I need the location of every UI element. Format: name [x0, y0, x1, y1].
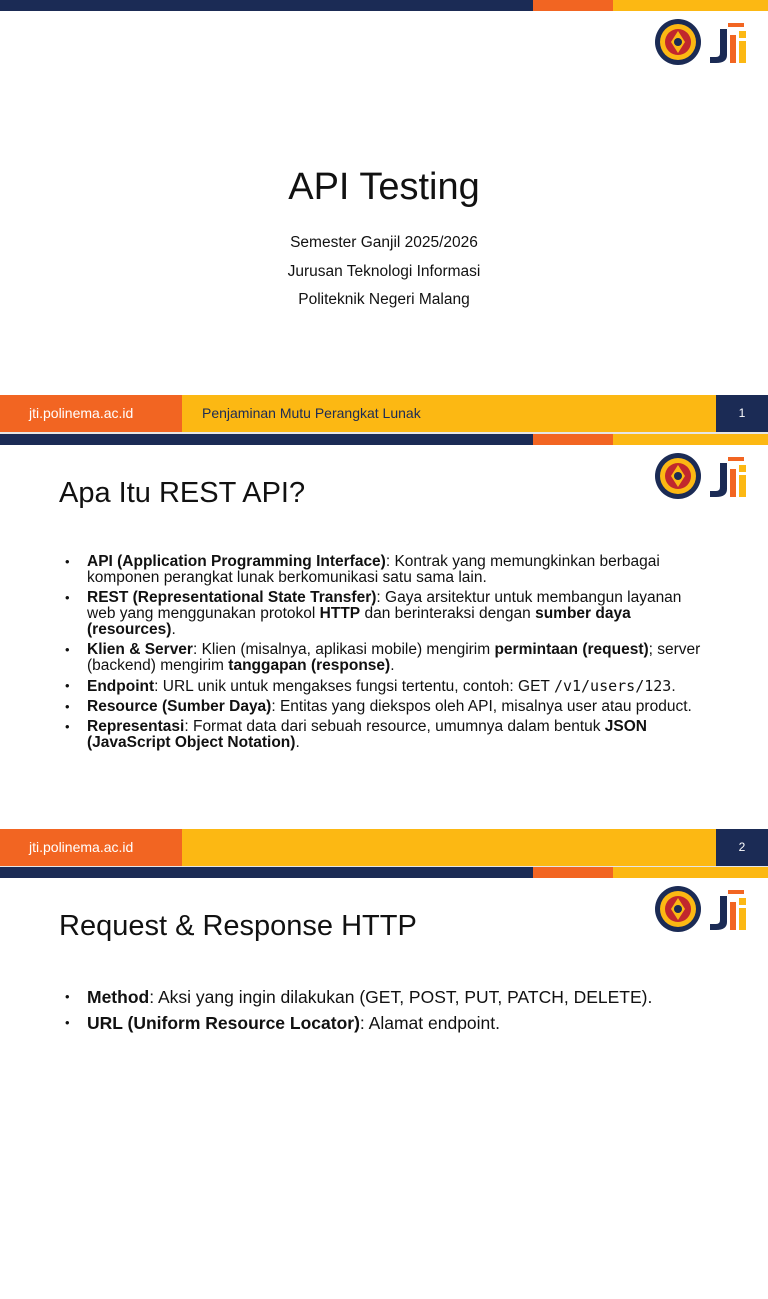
logo-group: [654, 17, 758, 67]
jti-logo-icon: [706, 451, 756, 501]
polinema-seal-icon: [654, 451, 702, 501]
slide-footer: [0, 395, 768, 432]
footer-course-name: Penjaminan Mutu Perangkat Lunak: [182, 395, 716, 432]
top-color-stripe: [0, 0, 768, 11]
jti-logo-icon: [706, 884, 756, 934]
semester-line: Semester Ganjil 2025/2026: [290, 234, 478, 251]
bullet-api: • API (Application Programming Interface): Kontrak yang memungkinkan berbagai komponen perangkat lunak berkomunikasi satu sama lain.: [65, 554, 705, 586]
polinema-seal-icon: [654, 884, 702, 934]
bullet-list: [65, 986, 705, 1038]
bullet-resource: • Resource (Sumber Daya): Entitas yang diekspos oleh API, misalnya user atau product.: [65, 699, 705, 715]
logo-group: [654, 884, 758, 934]
page-number: 1: [716, 395, 768, 432]
jti-logo-icon: [706, 17, 756, 67]
endpoint-code: /v1/users/123: [553, 677, 672, 695]
top-color-stripe: [0, 434, 768, 445]
footer-url: jti.polinema.ac.id: [0, 395, 182, 432]
page-number: 2: [716, 829, 768, 866]
footer-bar: [182, 829, 716, 866]
slide-footer: [0, 829, 768, 866]
slide-2: [0, 434, 768, 866]
top-color-stripe: [0, 867, 768, 878]
presentation-title: API Testing: [288, 166, 480, 208]
slide-1: [0, 0, 768, 432]
bullet-url: • URL (Uniform Resource Locator): Alamat endpoint.: [65, 1012, 705, 1034]
bullet-endpoint: • Endpoint: URL unik untuk mengakses fungsi tertentu, contoh: GET /v1/users/123.: [65, 678, 705, 695]
department-line: Jurusan Teknologi Informasi: [287, 262, 481, 280]
slide-title: Request & Response HTTP: [59, 910, 417, 942]
footer-url: jti.polinema.ac.id: [0, 829, 182, 866]
bullet-client-server: • Klien & Server: Klien (misalnya, aplikasi mobile) mengirim permintaan (request); server (backend) mengirim tanggapan (response).: [65, 642, 705, 674]
slide-3: [0, 867, 768, 1299]
bullet-list: [65, 554, 705, 755]
slide-title: Apa Itu REST API?: [59, 477, 306, 509]
bullet-method: • Method: Aksi yang ingin dilakukan (GET, POST, PUT, PATCH, DELETE).: [65, 986, 705, 1008]
subtitle-block: [0, 229, 768, 315]
bullet-representation: • Representasi: Format data dari sebuah resource, umumnya dalam bentuk JSON (JavaScript Object Notation).: [65, 719, 705, 751]
institution-line: Politeknik Negeri Malang: [298, 291, 470, 308]
polinema-seal-icon: [654, 17, 702, 67]
bullet-rest: • REST (Representational State Transfer): Gaya arsitektur untuk membangun layanan web yang menggunakan protokol HTTP dan berinteraksi dengan sumber daya (resources).: [65, 590, 705, 638]
logo-group: [654, 451, 758, 501]
